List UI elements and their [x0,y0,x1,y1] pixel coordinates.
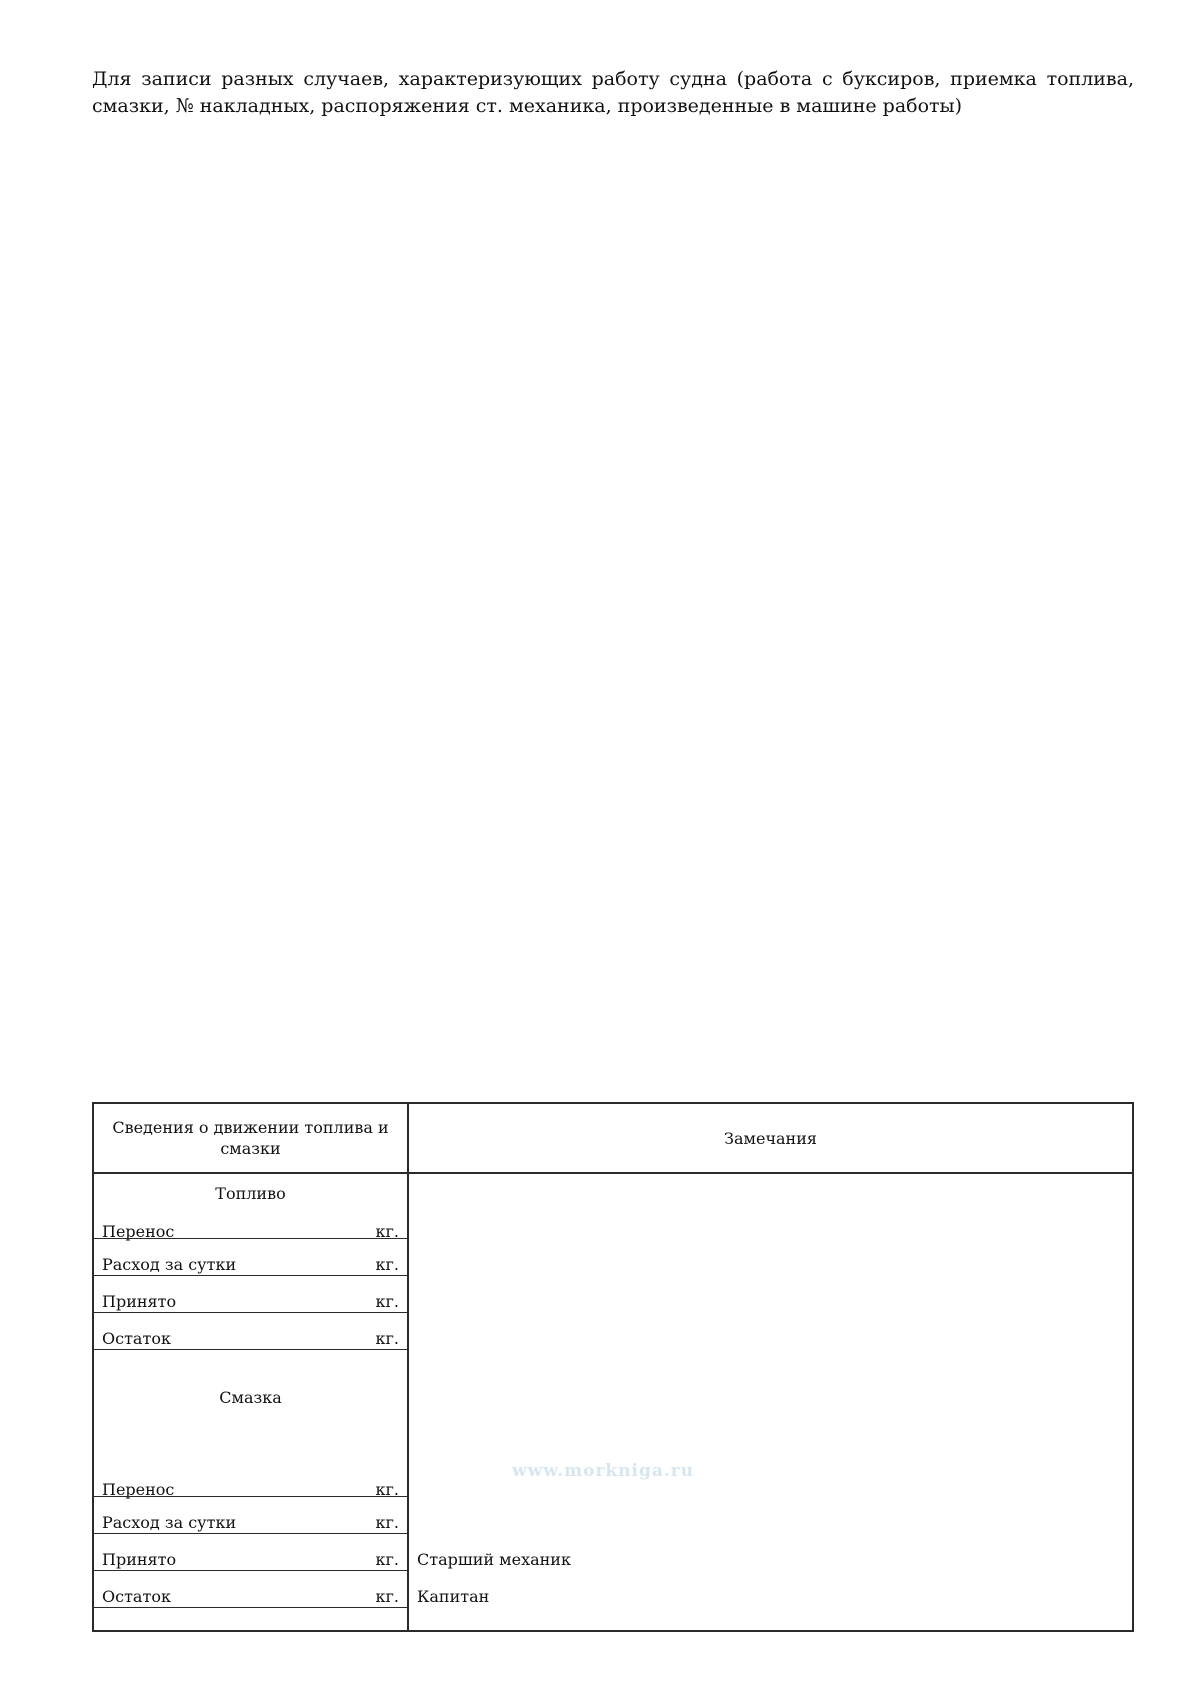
row-divider [94,1496,407,1497]
row-label: Принято [102,1292,177,1311]
row-label: Остаток [102,1329,171,1348]
lube-row-balance [94,1587,407,1607]
fuel-row-carryover [94,1222,407,1242]
row-label: Перенос [102,1222,175,1241]
row-unit: кг. [375,1480,399,1499]
row-unit: кг. [375,1550,399,1569]
row-divider [94,1607,407,1608]
fuel-row-received [94,1292,407,1312]
row-divider [94,1349,407,1350]
row-unit: кг. [375,1513,399,1532]
lube-row-daily-consumption [94,1513,407,1533]
lube-row-carryover [94,1480,407,1500]
row-label: Расход за сутки [102,1513,237,1532]
watermark: www.morkniga.ru [512,1461,695,1481]
row-label: Принято [102,1550,177,1569]
row-unit: кг. [375,1255,399,1274]
header-divider [94,1172,1132,1174]
header-remarks: Замечания [724,1128,817,1148]
row-divider [94,1275,407,1276]
row-unit: кг. [375,1292,399,1311]
row-label: Перенос [102,1480,175,1499]
row-unit: кг. [375,1587,399,1606]
lube-section-title: Смазка [219,1388,282,1407]
fuel-section-title: Топливо [215,1184,286,1203]
instructions-text: Для записи разных случаев, характеризующих работу судна (работа с буксиров, приемка топлива, смазки, № накладных, распоряжения ст. механика, произведенные в машине работы) [92,68,1134,117]
row-divider [94,1238,407,1239]
row-divider [94,1570,407,1571]
header-fuel-lube-info: Сведения о движении топлива и смазки [112,1118,389,1158]
row-divider [94,1312,407,1313]
row-unit: кг. [375,1329,399,1348]
fuel-row-daily-consumption [94,1255,407,1275]
chief-engineer-signature-label: Старший механик [417,1550,571,1569]
fuel-row-balance [94,1329,407,1349]
captain-signature-label: Капитан [417,1587,490,1606]
column-divider [407,1104,409,1630]
row-unit: кг. [375,1222,399,1241]
fuel-lube-form-table [92,1102,1134,1632]
lube-row-received [94,1550,407,1570]
row-divider [94,1533,407,1534]
row-label: Остаток [102,1587,171,1606]
row-label: Расход за сутки [102,1255,237,1274]
